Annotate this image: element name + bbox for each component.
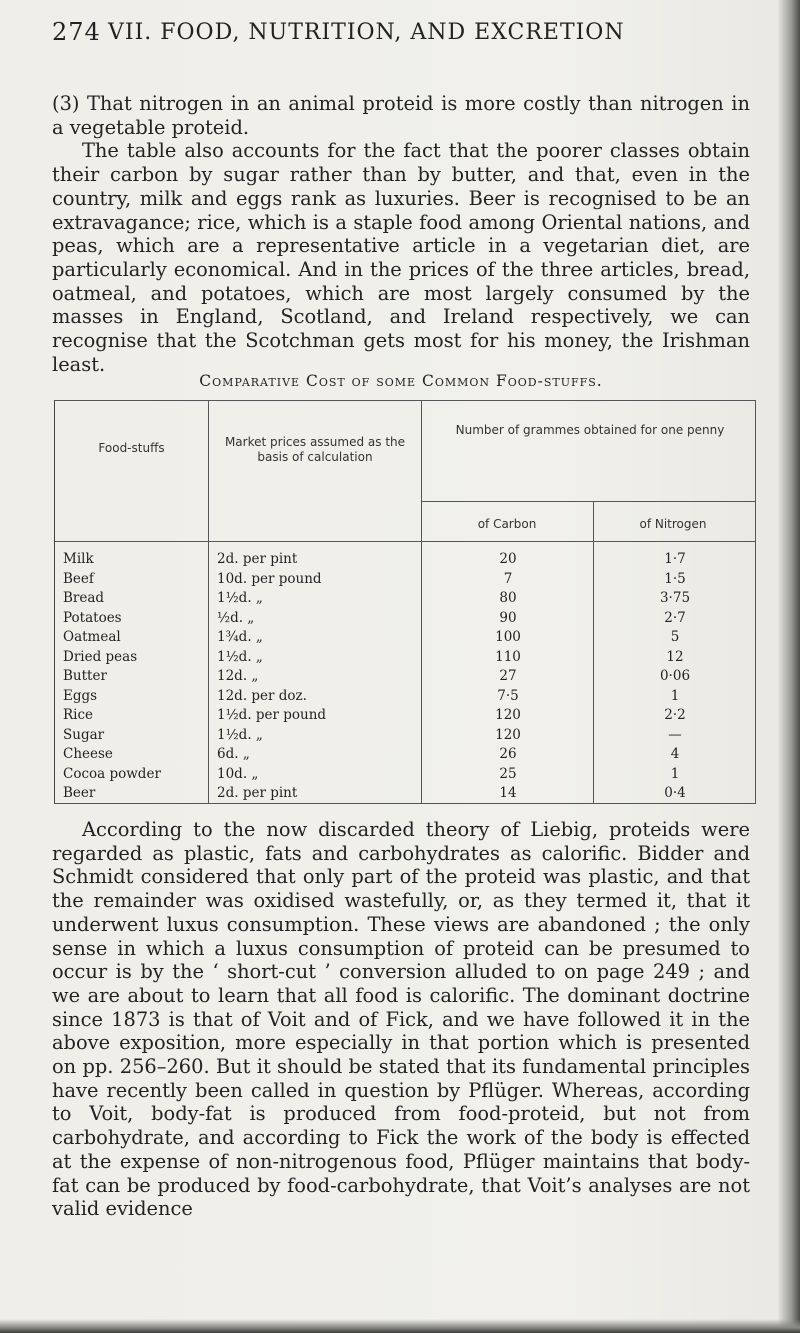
table-row	[55, 571, 755, 591]
cell-nitrogen: 1·7	[664, 551, 686, 567]
paragraph-liebig: According to the now discarded theory of Liebig, proteids were regarded as plastic, fats and carbohydrates as calorific. Bidder and Schmidt considered that only part of the proteid was plastic, and that the remainder was oxidised wastefully, or, as they termed it, that it underwent luxus consumption. These views are abandoned ; the only sense in which a luxus consumption of proteid can be presumed to occur is by the ‘ short-cut ’ conversion alluded to on page 249 ; and we are about to learn that all food is calorific. The dominant doctrine since 1873 is that of Voit and of Fick, and we have followed it in the above exposition, more especially in that portion which is presented on pp. 256–260. But it should be stated that its fundamental principles have recently been called in question by Pflüger. Whereas, according to Voit, body-fat is produced from food-proteid, but not from carbohydrate, and according to Fick the work of the body is effected at the expense of non-nitrogenous food, Pflüger maintains that body-fat can be produced by food-carbohydrate, that Voit’s analyses are not valid evidence	[52, 818, 750, 1221]
table-row	[55, 590, 755, 610]
cell-price: 1½d. per pound	[217, 707, 327, 723]
cell-price: 1½d. „	[217, 590, 263, 606]
table-row	[55, 610, 755, 630]
table-row	[55, 668, 755, 688]
page-bottom-shadow	[0, 1319, 800, 1333]
food-cost-table	[54, 400, 756, 804]
cell-food: Potatoes	[63, 609, 122, 626]
header-food-stuffs: Food-stuffs	[98, 441, 165, 455]
table-row	[55, 688, 755, 708]
cell-carbon: 14	[499, 785, 517, 801]
running-title: VII. FOOD, NUTRITION, AND EXCRETION	[108, 20, 625, 45]
cell-food: Cocoa powder	[63, 765, 161, 782]
table-caption: Comparative Cost of some Common Food-stuffs.	[199, 372, 603, 390]
cell-price: 1½d. „	[217, 648, 263, 665]
cell-food: Cheese	[63, 746, 113, 762]
cell-price: 1¾d. „	[217, 629, 263, 645]
table-row	[55, 649, 755, 669]
cell-food: Beef	[63, 570, 94, 587]
cell-carbon: 120	[495, 726, 521, 743]
paragraph-point-3: (3) That nitrogen in an animal proteid is more costly than nitrogen in a vegetable proteid.	[52, 92, 750, 139]
cell-carbon: 27	[499, 668, 517, 684]
cell-price: 2d. per pint	[217, 551, 298, 567]
cell-food: Butter	[63, 668, 107, 684]
cell-nitrogen: 4	[670, 746, 680, 762]
cell-nitrogen: 2·7	[664, 609, 686, 626]
page-header	[52, 18, 740, 58]
cell-price: ½d. „	[217, 609, 255, 626]
table-row	[55, 766, 755, 786]
cell-food: Sugar	[63, 726, 105, 743]
cell-price: 12d. „	[217, 668, 259, 684]
cell-price: 10d. „	[217, 765, 259, 782]
cell-food: Dried peas	[63, 648, 138, 665]
cell-food: Milk	[63, 551, 94, 567]
cell-carbon: 7·5	[497, 687, 519, 704]
table-rule	[421, 501, 755, 502]
table-row	[55, 746, 755, 766]
cell-carbon: 80	[499, 590, 517, 606]
cell-nitrogen: 1	[670, 765, 680, 782]
text-block-bottom	[52, 818, 750, 1221]
cell-price: 6d. „	[217, 746, 250, 762]
cell-nitrogen: 0·4	[664, 785, 686, 801]
cell-price: 12d. per doz.	[217, 687, 307, 704]
table-rule	[55, 541, 755, 542]
header-carbon: of Carbon	[477, 517, 537, 531]
header-grammes: Number of grammes obtained for one penny	[455, 423, 725, 437]
paragraph-table-accounts: The table also accounts for the fact that the poorer classes obtain their carbon by sugar rather than by butter, and that, even in the country, milk and eggs rank as luxuries. Beer is recognised to be an extravagance; rice, which is a staple food among Oriental nations, and peas, which are a representative article in a vegetarian diet, are particularly economical. And in the prices of the three articles, bread, oatmeal, and potatoes, which are most largely consumed by the masses in England, Scotland, and Ireland respectively, we can recognise that the Scotchman gets most for his money, the Irishman least.	[52, 139, 750, 376]
cell-nitrogen: 1·5	[664, 570, 686, 587]
cell-carbon: 25	[499, 765, 517, 782]
cell-food: Oatmeal	[63, 629, 121, 645]
cell-nitrogen: —	[668, 726, 682, 743]
table-row	[55, 707, 755, 727]
cell-nitrogen: 3·75	[659, 590, 691, 606]
table-row	[55, 629, 755, 649]
header-nitrogen: of Nitrogen	[639, 517, 707, 531]
cell-carbon: 110	[495, 648, 521, 665]
cell-nitrogen: 0·06	[659, 668, 691, 684]
cell-price: 2d. per pint	[217, 785, 298, 801]
cell-carbon: 90	[499, 609, 517, 626]
page-number: 274	[52, 18, 101, 46]
cell-carbon: 26	[499, 746, 517, 762]
cell-nitrogen: 2·2	[664, 707, 686, 723]
cell-carbon: 100	[495, 629, 521, 645]
cell-nitrogen: 1	[670, 687, 680, 704]
text-block-top	[52, 92, 750, 376]
table-row	[55, 727, 755, 747]
cell-carbon: 20	[499, 551, 517, 567]
cell-nitrogen: 12	[666, 648, 684, 665]
cell-price: 10d. per pound	[217, 570, 322, 587]
cell-nitrogen: 5	[670, 629, 680, 645]
header-market-prices: Market prices assumed as the basis of calculation	[224, 435, 406, 464]
cell-price: 1½d. „	[217, 726, 263, 743]
cell-food: Beer	[63, 785, 96, 801]
page-edge-shadow	[778, 0, 800, 1333]
cell-carbon: 7	[503, 570, 513, 587]
cell-carbon: 120	[495, 707, 521, 723]
cell-food: Rice	[63, 707, 94, 723]
cell-food: Bread	[63, 590, 105, 606]
table-row	[55, 785, 755, 805]
table-row	[55, 551, 755, 571]
cell-food: Eggs	[63, 687, 98, 704]
